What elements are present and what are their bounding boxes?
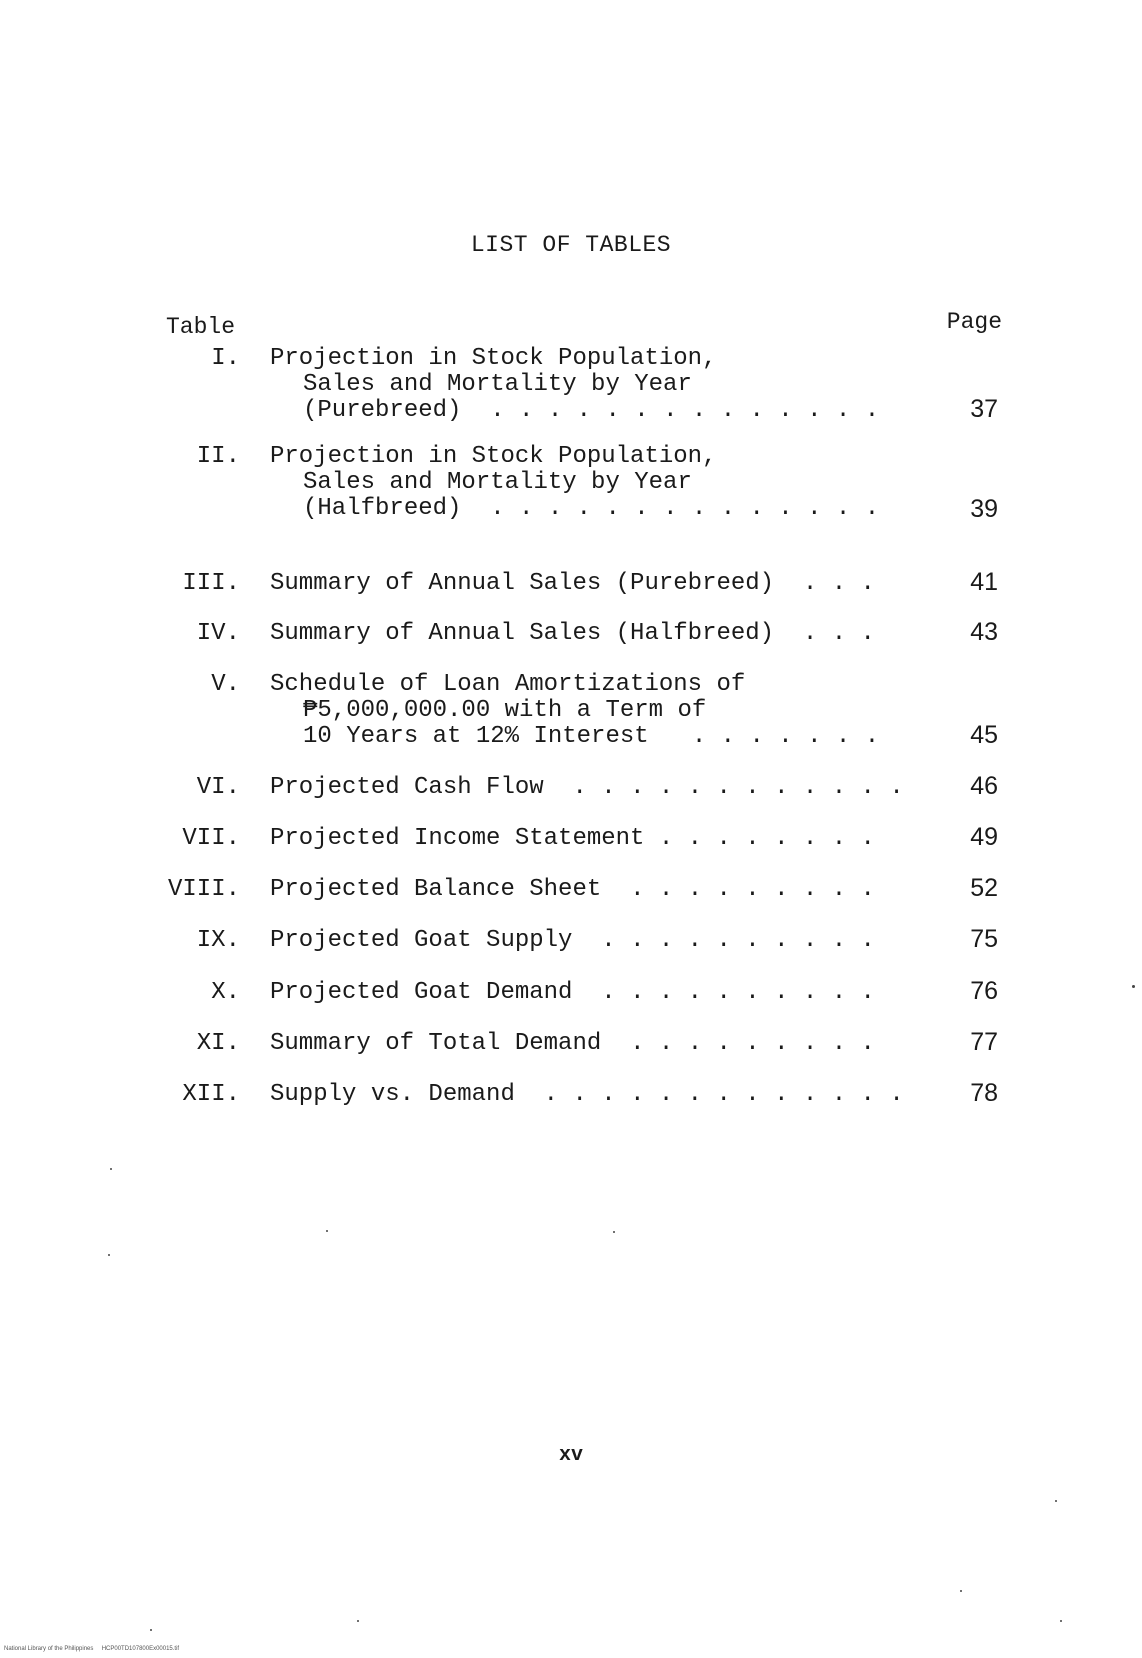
page-title: LIST OF TABLES [470,232,672,258]
entry-title [270,346,910,424]
scan-speck [150,1629,152,1631]
dot-leader: . . . . . . . . . . . . . [543,1081,904,1108]
entry-number: IX. [196,927,240,954]
column-header-page: Page [946,309,1002,335]
entry-title-text: 10 Years at 12% Interest [303,723,649,750]
entry-title-text: (Halfbreed) [303,495,462,522]
entry-title-text: Projected Cash Flow [270,774,544,801]
column-header-table: Table [166,314,236,340]
dot-leader: . . . . . . . [691,723,880,750]
entry-number: VIII. [167,876,240,903]
entry-title-text: (Purebreed) [303,397,462,424]
entry-page-number: 37 [970,395,998,423]
entry-page-number: 77 [970,1028,998,1056]
entry-title [270,775,910,801]
entry-title-line [270,724,910,750]
entry-number: XII. [182,1081,240,1108]
dot-leader: . . . [802,620,875,647]
entry-title-text: Projected Income Statement [270,825,645,852]
entry-page-number: 45 [970,721,998,749]
entry-number: II. [196,443,240,470]
dot-leader: . . . . . . . . . [630,1030,875,1057]
entry-title-line: ₱5,000,000.00 with a Term of [303,697,707,724]
dot-leader: . . . [802,570,875,597]
entry-title [270,928,910,954]
entry-title-text: Projected Goat Supply [270,927,573,954]
entry-title-line [270,621,910,647]
entry-number: I. [211,345,240,372]
scan-speck [1060,1620,1062,1622]
entry-page-number: 41 [970,568,998,596]
scan-speck [960,1590,962,1592]
entry-title [270,826,910,852]
entry-page-number: 43 [970,618,998,646]
scan-speck [1055,1500,1057,1502]
entry-page-number: 46 [970,772,998,800]
entry-title [270,571,910,597]
entry-title-text: Projected Balance Sheet [270,876,602,903]
entry-title-line: Schedule of Loan Amortizations of [270,671,746,698]
entry-title-line: Projection in Stock Population, [270,443,717,470]
entry-page-number: 52 [970,874,998,902]
entry-number: IV. [196,620,240,647]
entry-title [270,1031,910,1057]
entry-page-number: 75 [970,925,998,953]
dot-leader: . . . . . . . . . . [601,927,875,954]
entry-title-line [270,496,910,522]
dot-leader: . . . . . . . . . . [601,979,875,1006]
scan-footer-note: National Library of the Philippines HCP00TD107800Ex00015.tif [4,1646,180,1652]
entry-title-line: Sales and Mortality by Year [303,469,692,496]
entry-title-line: Sales and Mortality by Year [303,371,692,398]
entry-title-text: Summary of Annual Sales (Purebreed) [270,570,775,597]
entry-title-line [270,1031,910,1057]
entry-title [270,444,910,522]
page-folio: xv [558,1444,583,1467]
dot-leader: . . . . . . . . . . . . . . [490,495,880,522]
entry-title-line [270,1082,910,1108]
entry-title-text: Projected Goat Demand [270,979,573,1006]
entry-title-line [270,928,910,954]
scan-speck [110,1168,112,1170]
entry-title-text: Supply vs. Demand [270,1081,515,1108]
scan-speck [108,1254,110,1256]
entry-title-line: Projection in Stock Population, [270,345,717,372]
entry-title-line [270,398,910,424]
entry-title-text: Summary of Total Demand [270,1030,602,1057]
entry-title-line [270,980,910,1006]
entry-number: VI. [196,774,240,801]
dot-leader: . . . . . . . . . . . . [572,774,904,801]
entry-title [270,672,910,750]
entry-title [270,877,910,903]
entry-number: III. [182,570,240,597]
entry-page-number: 76 [970,977,998,1005]
entry-number: V. [211,671,240,698]
entry-page-number: 78 [970,1079,998,1107]
entry-number: XI. [196,1030,240,1057]
entry-title-line [270,877,910,903]
scan-speck [613,1231,615,1233]
entry-page-number: 39 [970,495,998,523]
scan-speck [326,1230,328,1232]
dot-leader: . . . . . . . . . [630,876,875,903]
entry-title [270,1082,910,1108]
entry-title-line [270,826,910,852]
entry-title [270,980,910,1006]
entry-title-text: Summary of Annual Sales (Halfbreed) [270,620,775,647]
entry-number: VII. [182,825,240,852]
entry-title-line [270,571,910,597]
scan-speck [357,1620,359,1622]
entry-title-line [270,775,910,801]
entry-title [270,621,910,647]
entry-page-number: 49 [970,823,998,851]
dot-leader: . . . . . . . . . . . . . . [490,397,880,424]
scan-speck [1132,985,1135,988]
entry-number: X. [211,979,240,1006]
dot-leader: . . . . . . . . [658,825,875,852]
